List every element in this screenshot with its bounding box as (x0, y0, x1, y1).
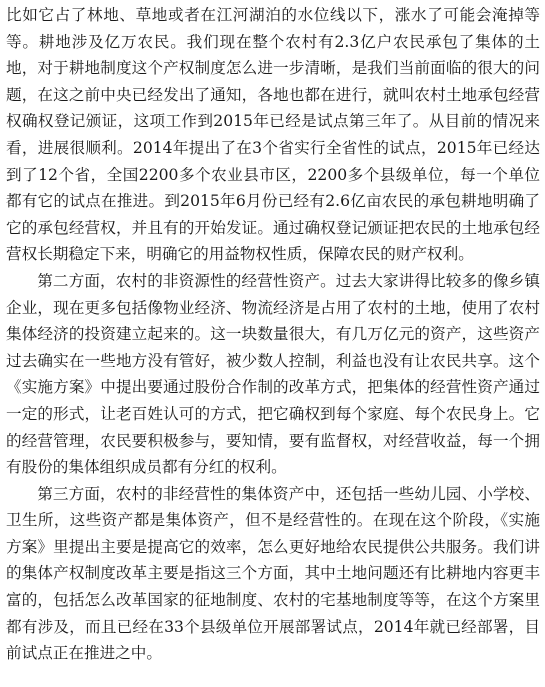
paragraph-3: 第三方面，农村的非经营性的集体资产中，还包括一些幼儿园、小学校、卫生所，这些资产都是集体资产，但不是经营性的。在现在这个阶段，《实施方案》里提出主要是提高它的效率，怎么更好地给农民提供公共服务。我们讲的集体产权制度改革主要是指这三个方面，其中土地问题还有比耕地内容更丰富的，包括怎么改革国家的征地制度、农村的宅基地制度等等，在这个方案里都有涉及，而且已经在33个县级单位开展部署试点，2014年就已经部署，目前试点正在推进之中。 (6, 484, 540, 663)
paragraph-2: 第二方面，农村的非资源性的经营性资产。过去大家讲得比较多的像乡镇企业，现在更多包括像物业经济、物流经济是占用了农村的土地，使用了农村集体经济的投资建立起来的。这一块数量很大，有几万亿元的资产，这些资产过去确实在一些地方没有管好，被少数人控制，利益也没有让农民共享。这个《实施方案》中提出要通过股份合作制的改革方式，把集体的经营性资产通过一定的形式，让老百姓认可的方式，把它确权到每个家庭、每个农民身上。它的经营管理，农民要积极参与，要知情，要有监督权，对经营收益，每一个拥有股份的集体组织成员都有分红的权利。 (6, 271, 540, 477)
paragraph-1: 比如它占了林地、草地或者在江河湖泊的水位线以下，涨水了可能会淹掉等等。耕地涉及亿万农民。我们现在整个农村有2.3亿户农民承包了集体的土地，对于耕地制度这个产权制度怎么进一步清晰，是我们当前面临的很大的问题，在这之前中央已经发出了通知，各地也都在进行，就叫农村土地承包经营权确权登记颁证，这项工作到2015年已经是试点第三年了。从目前的情况来看，进展很顺利。2014年提出了在3个省实行全省性的试点，2015年已经达到了12个省，全国2200多个农业县市区，2200多个县级单位，每一个单位都有它的试点在推进。到2015年6月份已经有2.6亿亩农民的承包耕地明确了它的承包经营权，并且有的开始发证。通过确权登记颁证把农民的土地承包经营权长期稳定下来，明确它的用益物权性质，保障农民的财产权利。 (6, 6, 540, 264)
document-page (6, 2, 540, 667)
